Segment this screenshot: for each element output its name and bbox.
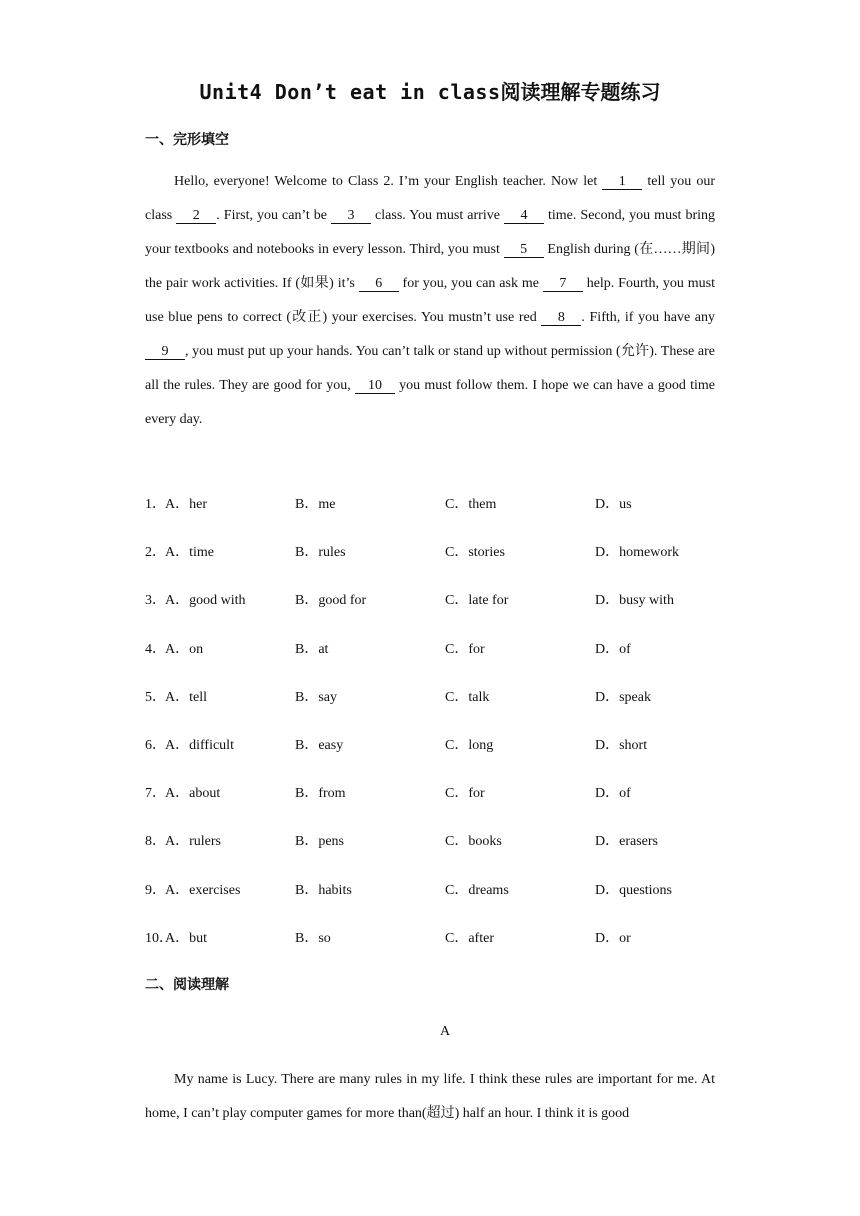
question-number: 5． bbox=[145, 689, 166, 705]
option-c: C．dreams bbox=[445, 882, 509, 898]
option-a: A．but bbox=[165, 930, 207, 946]
question-row bbox=[145, 493, 745, 513]
question-number: 6． bbox=[145, 738, 166, 753]
blank-2: 2 bbox=[176, 208, 216, 224]
option-b: B．good for bbox=[295, 593, 367, 609]
option-d: D．of bbox=[595, 786, 631, 802]
question-row bbox=[145, 927, 745, 947]
question-row bbox=[145, 541, 745, 561]
page-title-cn: 阅读理解专题练习 bbox=[500, 80, 661, 104]
option-d: D．questions bbox=[595, 882, 672, 898]
question-row bbox=[145, 734, 745, 754]
option-a: A．her bbox=[165, 497, 207, 512]
option-d: D．erasers bbox=[595, 834, 658, 850]
option-d: D．homework bbox=[595, 545, 679, 561]
option-c: C．talk bbox=[445, 689, 490, 705]
option-a: A．on bbox=[165, 641, 204, 657]
question-number: 8． bbox=[145, 834, 166, 850]
option-b: B．from bbox=[295, 786, 346, 802]
section-heading-cloze: 一、完形填空 bbox=[145, 132, 229, 148]
blank-7: 7 bbox=[543, 276, 583, 292]
blank-9: 9 bbox=[145, 344, 185, 360]
passage-text: . First, you can’t be bbox=[216, 208, 332, 223]
option-a: A．time bbox=[165, 545, 214, 561]
blank-1: 1 bbox=[602, 174, 642, 190]
question-row bbox=[145, 879, 745, 899]
question-number: 10． bbox=[145, 930, 173, 946]
option-c: C．for bbox=[445, 786, 485, 802]
option-b: B．rules bbox=[295, 545, 346, 561]
passage-text: you must follow them. I hope we can have a good time every day. bbox=[145, 378, 715, 427]
option-c: C．after bbox=[445, 930, 494, 946]
blank-5: 5 bbox=[504, 242, 544, 258]
question-number: 3． bbox=[145, 593, 166, 609]
blank-4: 4 bbox=[504, 208, 544, 224]
question-number: 1． bbox=[145, 497, 166, 512]
option-a: A．tell bbox=[165, 689, 207, 705]
question-number: 7． bbox=[145, 786, 166, 802]
page-title-main: Unit4 Don’t eat in class bbox=[199, 80, 501, 104]
option-b: B．pens bbox=[295, 834, 344, 850]
question-number: 9． bbox=[145, 882, 166, 898]
option-d: D．busy with bbox=[595, 593, 674, 609]
passage-text: tell you our class bbox=[145, 174, 716, 223]
option-b: B．say bbox=[295, 689, 337, 705]
option-c: C．books bbox=[445, 834, 502, 850]
question-number: 2． bbox=[145, 545, 166, 561]
option-a: A．difficult bbox=[165, 738, 234, 753]
passage-text: class. You must arrive bbox=[371, 208, 504, 223]
option-c: C．late for bbox=[445, 593, 509, 609]
option-d: D．of bbox=[595, 641, 631, 657]
question-row bbox=[145, 830, 745, 850]
passage-text: for you, you can ask me bbox=[398, 276, 543, 291]
option-c: C．them bbox=[445, 497, 497, 512]
passage-text: Hello, everyone! Welcome to Class 2. I’m your English teacher. Now let bbox=[174, 174, 603, 189]
option-a: A．exercises bbox=[165, 882, 241, 898]
option-d: D．speak bbox=[595, 689, 651, 705]
question-number: 4． bbox=[145, 641, 166, 657]
passage-text: English during (在……期间) the pair work activities. If (如果) it’s bbox=[145, 242, 715, 291]
option-d: D．us bbox=[595, 497, 632, 512]
blank-6: 6 bbox=[359, 276, 399, 292]
question-row bbox=[145, 686, 745, 706]
passage-text: , you must put up your hands. You can’t talk or stand up without permission (允许). These are all the rules. They are good for you, bbox=[145, 344, 715, 393]
option-b: B．so bbox=[295, 930, 331, 946]
option-b: B．at bbox=[295, 641, 329, 657]
option-b: B．easy bbox=[295, 738, 344, 753]
passage-text: help. Fourth, you must use blue pens to correct (改正) your exercises. You mustn’t use red bbox=[145, 276, 715, 325]
option-a: A．good with bbox=[165, 593, 246, 609]
passage-text: time. Second, you must bring your textbooks and notebooks in every lesson. Third, you must bbox=[145, 208, 715, 257]
option-a: A．about bbox=[165, 786, 221, 802]
option-b: B．habits bbox=[295, 882, 352, 898]
cloze-passage bbox=[145, 165, 715, 437]
blank-3: 3 bbox=[331, 208, 371, 224]
question-row bbox=[145, 638, 745, 658]
blank-10: 10 bbox=[355, 378, 395, 394]
option-b: B．me bbox=[295, 497, 336, 512]
passage-label-a: A bbox=[439, 1024, 451, 1039]
reading-passage-a: My name is Lucy. There are many rules in my life. I think these rules are important for me. At home, I can’t play computer games for more than(超过) half an hour. I think it is good bbox=[145, 1072, 715, 1121]
option-c: C．for bbox=[445, 641, 485, 657]
question-row bbox=[145, 589, 745, 609]
option-c: C．stories bbox=[445, 545, 505, 561]
option-d: D．or bbox=[595, 930, 631, 946]
option-a: A．rulers bbox=[165, 834, 221, 850]
question-row bbox=[145, 782, 745, 802]
option-d: D．short bbox=[595, 738, 648, 753]
page-title bbox=[0, 76, 860, 105]
passage-text: . Fifth, if you have any bbox=[581, 310, 716, 325]
option-c: C．long bbox=[445, 738, 494, 753]
blank-8: 8 bbox=[541, 310, 581, 326]
section-heading-reading: 二、阅读理解 bbox=[145, 977, 229, 993]
